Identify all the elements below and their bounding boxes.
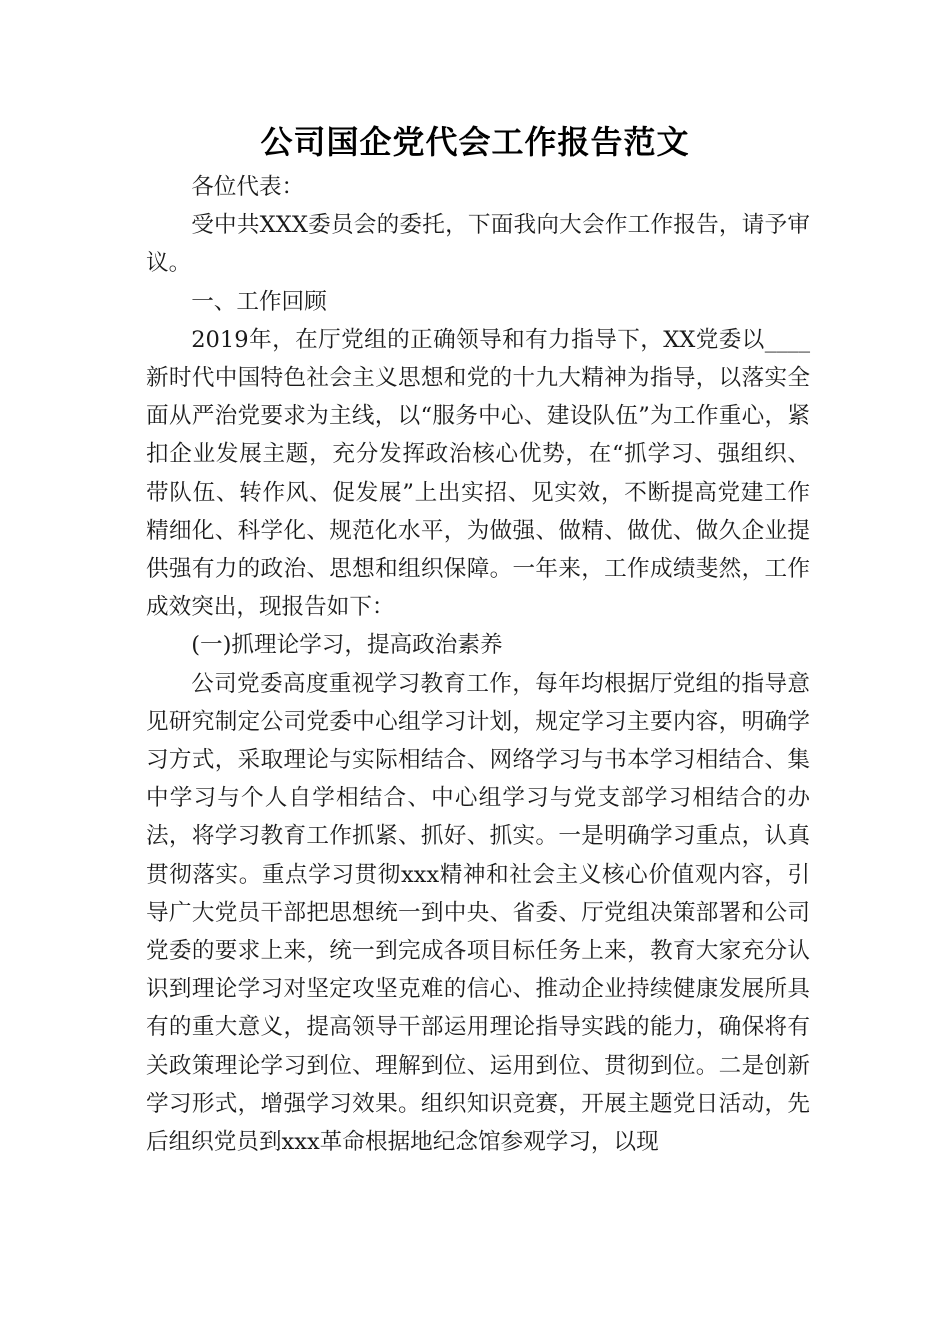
- paragraph-theory-study: 公司党委高度重视学习教育工作，每年均根据厅党组的指导意见研究制定公司党委中心组学习计划，规定学习主要内容，明确学习方式，采取理论与实际相结合、网络学习与书本学习相结合、集中学习与个人自学相结合、中心组学习与党支部学习相结合的办法，将学习教育工作抓紧、抓好、抓实。一是明确学习重点，认真贯彻落实。重点学习贯彻xxx精神和社会主义核心价值观内容，引导广大党员干部把思想统一到中央、省委、厅党组决策部署和公司党委的要求上来，统一到完成各项目标任务上来，教育大家充分认识到理论学习对坚定攻坚克难的信心、推动企业持续健康发展所具有的重大意义，提高领导干部运用理论指导实践的能力，确保将有关政策理论学习到位、理解到位、运用到位、贯彻到位。二是创新学习形式，增强学习效果。组织知识竞赛，开展主题党日活动，先后组织党员到xxx革命根据地纪念馆参观学习，以现: [146, 670, 810, 1156]
- paragraph-overview: 2019年，在厅党组的正确领导和有力指导下，XX党委以____新时代中国特色社会主义思想和党的十九大精神为指导，以落实全面从严治党要求为主线，以“服务中心、建设队伍”为工作重心，紧扣企业发展主题，充分发挥政治核心优势，在“抓学习、强组织、带队伍、转作风、促发展”上出实招、见实效，不断提高党建工作精细化、科学化、规范化水平，为做强、做精、做优、做久企业提供强有力的政治、思想和组织保障。一年来，工作成绩斐然，工作成效突出，现报告如下：: [146, 326, 810, 621]
- document-title: 公司国企党代会工作报告范文: [260, 123, 690, 161]
- subsection-heading-theory-study: (一)抓理论学习，提高政治素养: [191, 632, 503, 659]
- document-body: [146, 168, 810, 1161]
- paragraph-salutation: 各位代表：: [191, 174, 305, 200]
- section-heading-review: 一、工作回顾: [191, 288, 327, 315]
- paragraph-intro: 受中共XXX委员会的委托，下面我向大会作工作报告，请予审议。: [146, 212, 810, 277]
